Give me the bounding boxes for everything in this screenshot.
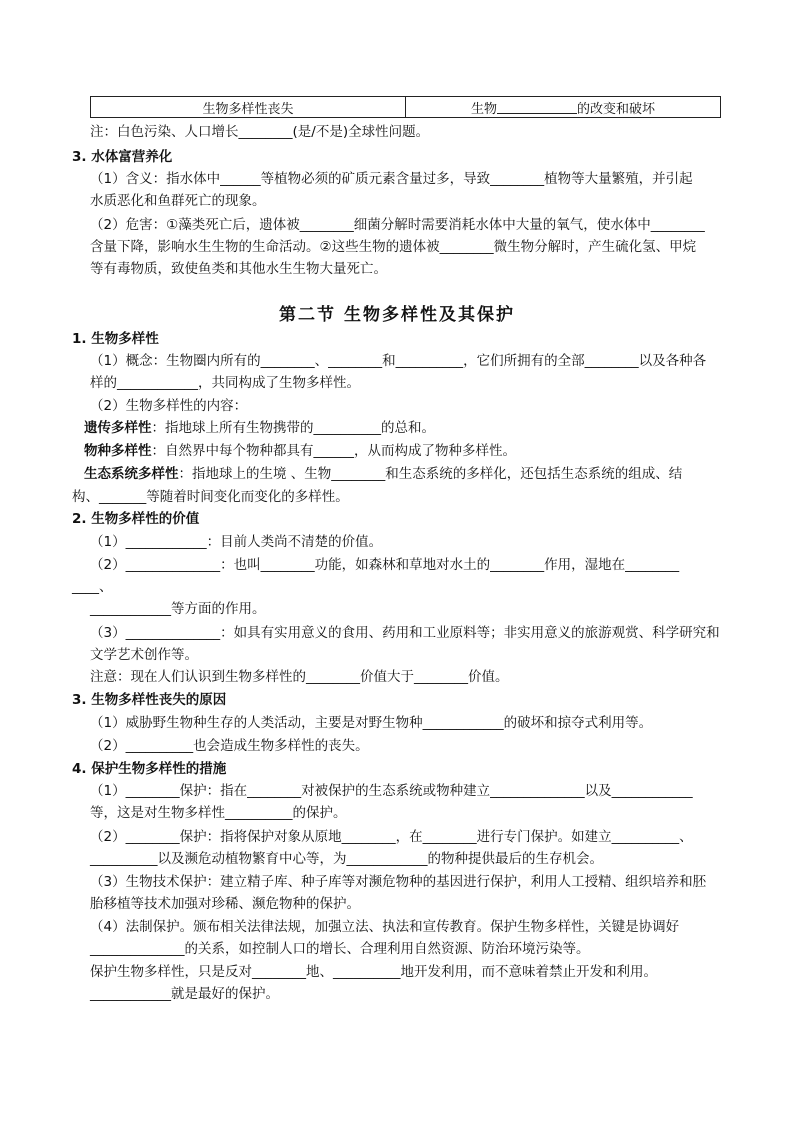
s3-line: 含量下降，影响水生生物的生命活动。②这些生物的遗体被________微生物分解时，产生硫化氢、甲烷 xyxy=(90,239,697,255)
table-cell-right-suffix: 的改变和破坏 xyxy=(577,101,656,117)
p1-tail: 构、_______等随着时间变化而变化的多样性。 xyxy=(72,489,349,505)
p3-line: （2）__________也会造成生物多样性的丧失。 xyxy=(90,738,369,754)
note-line: 注：白色污染、人口增长________(是/不是)全球性问题。 xyxy=(90,124,430,140)
item-label: 生态系统多样性 xyxy=(84,466,179,482)
p1-line: （1）概念：生物圈内所有的________、________和__________，它们所拥有的全部________以及各种各 xyxy=(90,353,707,369)
p4-line: （1）________保护：指在________对被保护的生态系统或物种建立______________以及____________ xyxy=(90,783,693,799)
table-cell-right xyxy=(405,97,720,117)
section3-heading: 3. 水体富营养化 xyxy=(72,149,173,165)
item-text: ：指地球上的生境 、生物________和生态系统的多样化，还包括生态系统的组成、结 xyxy=(178,466,683,482)
p4-line: （4）法制保护。颁布相关法律法规，加强立法、执法和宣传教育。保护生物多样性，关键是协调好 xyxy=(90,919,680,935)
s3-line: 水质恶化和鱼群死亡的现象。 xyxy=(90,193,266,209)
p1-item-genetic xyxy=(84,417,722,439)
p1-heading: 1. 生物多样性 xyxy=(72,331,159,347)
p1-line: 样的____________，共同构成了生物多样性。 xyxy=(90,375,360,391)
page-title: 第二节 生物多样性及其保护 xyxy=(279,305,515,325)
p4-line: 胎移植等技术加强对珍稀、濒危物种的保护。 xyxy=(90,896,360,912)
p2-line: 文学艺术创作等。 xyxy=(90,647,198,663)
p4-line: ______________的关系，如控制人口的增长、合理利用自然资源、防治环境污染等。 xyxy=(90,941,590,957)
fill-blank[interactable] xyxy=(497,101,577,114)
p4-line: 保护生物多样性，只是反对________地、__________地开发利用，而不意味着禁止开发和利用。 xyxy=(90,964,657,980)
table-cell-left xyxy=(91,97,405,117)
p2-line: ____________等方面的作用。 xyxy=(90,601,266,617)
p4-line: ____________就是最好的保护。 xyxy=(90,986,279,1002)
p1-line: （2）生物多样性的内容： xyxy=(90,398,248,414)
p2-note: 注意：现在人们认识到生物多样性的________价值大于________价值。 xyxy=(90,669,509,685)
item-text: ：指地球上所有生物携带的__________的总和。 xyxy=(151,420,435,436)
s3-line: （2）危害：①藻类死亡后，遗体被________细菌分解时需要消耗水体中大量的氧气，使水体中________ xyxy=(90,217,705,233)
item-label: 物种多样性 xyxy=(84,443,152,459)
p3-line: （1）威胁野生物种生存的人类活动，主要是对野生物种____________的破坏和掠夺式利用等。 xyxy=(90,715,653,731)
p1-item-ecosystem xyxy=(84,463,722,485)
p4-line: __________以及濒危动植物繁育中心等，为____________的物种提供最后的生存机会。 xyxy=(90,851,603,867)
p2-line: （3）______________：如具有实用意义的食用、药用和工业原料等；非实用意义的旅游观赏、科学研究和 xyxy=(90,625,720,641)
p2-heading: 2. 生物多样性的价值 xyxy=(72,511,200,527)
p4-heading: 4. 保护生物多样性的措施 xyxy=(72,761,227,777)
p2-line: （1）____________：目前人类尚不清楚的价值。 xyxy=(90,534,383,550)
table-cell-left-text: 生物多样性丧失 xyxy=(202,101,294,117)
s3-line: （1）含义：指水体中______等植物必须的矿质元素含量过多，导致________植物等大量繁殖，并引起 xyxy=(90,171,693,187)
p2-line: （2）______________：也叫________功能，如森林和草地对水土的________作用，湿地在________ xyxy=(90,557,680,573)
p2-line: ____、 xyxy=(72,579,113,595)
p4-line: （3）生物技术保护：建立精子库、种子库等对濒危物种的基因进行保护，利用人工授精、组织培养和胚 xyxy=(90,874,707,890)
p4-line: 等，这是对生物多样性__________的保护。 xyxy=(90,805,347,821)
item-text: ：自然界中每个物种都具有______，从而构成了物种多样性。 xyxy=(151,443,516,459)
p1-item-species xyxy=(84,440,722,462)
p3-heading: 3. 生物多样性丧失的原因 xyxy=(72,692,227,708)
summary-table-row xyxy=(90,96,721,118)
s3-line: 等有毒物质，致使鱼类和其他水生生物大量死亡。 xyxy=(90,261,387,277)
table-cell-right-prefix: 生物 xyxy=(470,101,497,117)
p4-line: （2）________保护：指将保护对象从原地________，在________进行专门保护。如建立__________、 xyxy=(90,829,693,845)
item-label: 遗传多样性 xyxy=(84,420,152,436)
